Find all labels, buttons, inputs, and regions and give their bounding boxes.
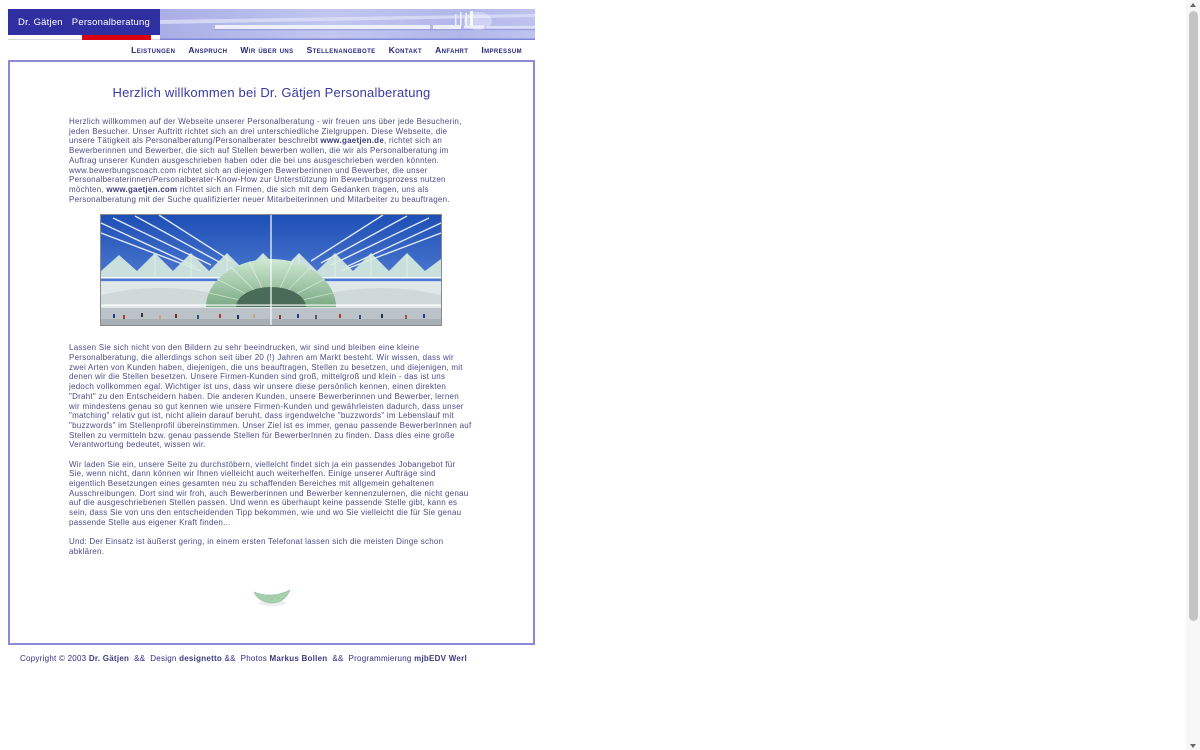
logo-stripe-white-end <box>151 35 160 40</box>
scroll-down-arrow-icon[interactable] <box>1186 741 1200 750</box>
paragraph-invite: Wir laden Sie ein, unsere Seite zu durchstöbern, vielleicht findet sich ja ein passendes Jobangebot für Sie, wenn nicht, dann können wir Ihnen vielleicht auch weiterhelfen. Einige unserer Aufträge sind eigentlich Besetzungen eines gesamten neu zu schaffenden Bereiches mit allgemein gehaltenen Ausschreibungen. Dort sind wir froh, auch Bewerberinnen und Bewerber kennenzulernen, die nicht genau auf die ausgeschriebenen Stellen passen. Und wenn es überhaupt keine passende Stelle gibt, kann es sein, dass Sie von uns den entscheidenden Tipp bekommen, wie und wo Sie vielleicht die für Sie genau passende Stelle aus eigener Kraft finden... <box>69 459 469 527</box>
text-segment: Herzlich willkommen auf der Webseite unserer Personalberatung - wir freuen uns über jede Besucherin, jeden Besucher. Unser Auftritt richtet sich an drei unterschiedliche Zielgruppen. Diese Webseite, die unsere Tätigkeit als Personalberatung/Personalberater beschreibt <box>69 117 462 146</box>
scrollbar-thumb[interactable] <box>1189 11 1198 621</box>
logo-stripe <box>8 35 160 40</box>
oriente-station-graphic <box>101 215 441 325</box>
header <box>8 9 535 40</box>
text-segment: www.gaetjen.de <box>320 136 385 146</box>
nav-item-impressum[interactable]: Impressum <box>481 44 522 55</box>
nav-item-wir-ueber-uns[interactable]: Wir über uns <box>240 44 294 55</box>
text-segment: www.gaetjen.com <box>106 184 178 194</box>
text-column <box>69 117 472 204</box>
nav-item-stellenangebote[interactable]: Stellenangebote <box>306 44 376 55</box>
header-bridge-photo <box>160 9 535 40</box>
green-crescent-photo <box>252 585 292 607</box>
content-box <box>8 60 535 645</box>
logo-text-box <box>8 9 160 35</box>
brand-tagline: Personalberatung <box>71 16 150 28</box>
text-segment: Copyright © 2003 <box>20 654 89 663</box>
intro-paragraph <box>69 117 472 204</box>
text-segment: Markus Bollen <box>269 654 328 663</box>
nav-item-anfahrt[interactable]: Anfahrt <box>435 44 469 55</box>
paragraph-closing: Und: Der Einsatz ist äußerst gering, in einem ersten Telefonat lassen sich die meisten Dinge schon abklären. <box>69 536 444 556</box>
text-segment: && Photos <box>222 654 270 663</box>
logo-stripe-white <box>8 35 82 40</box>
text-column-lower <box>69 343 472 556</box>
main-nav <box>8 43 535 56</box>
nav-item-leistungen[interactable]: Leistungen <box>131 44 176 55</box>
logo <box>8 9 160 40</box>
page <box>0 0 535 663</box>
text-segment: Dr. Gätjen <box>88 654 130 663</box>
text-segment: mjbEDV Werl <box>414 654 467 663</box>
station-photo <box>100 214 442 326</box>
text-segment: designetto <box>179 654 223 663</box>
text-segment: && Design <box>129 654 180 663</box>
scroll-up-arrow-icon[interactable] <box>1186 0 1200 9</box>
brand-name: Dr. Gätjen <box>18 16 63 28</box>
bridge-photo-graphic <box>160 9 535 40</box>
text-segment: richtet sich an Firmen, die sich mit dem Gedanken tragen, uns als Personalberatung mit der Suche qualifizierter neuer Mitarbeiterinnen und Mitarbeiter zu beauftragen. <box>69 184 450 204</box>
vertical-scrollbar[interactable] <box>1186 0 1200 750</box>
paragraph-about: Lassen Sie sich nicht von den Bildern zu sehr beeindrucken, wir sind und bleiben eine kleine Personalberatung, die allerdings schon seit über 20 (!) Jahren am Markt besteht. Wir wissen, dass wir zwei Arten von Kunden haben, diejenigen, die uns beauftragen, Stellen zu besetzen, und diejenigen, mit denen wir die Stellen besetzen. Unsere Firmen-Kunden sind groß, mittelgroß und klein - das ist uns jedoch vollkommen egal. Wichtiger ist uns, dass wir unsere diese persönlich kennen, einen direkten "Draht" zu den Entscheidern haben. Die anderen Kunden, unsere Bewerberinnen und Bewerber, lernen wir mindestens genau so gut kennen wie unsere Firmen-Kunden und gewährleisten dadurch, dass unser "matching" relativ gut ist, nicht allein darauf beruht, dass irgendwelche "buzzwords" im Lebenslauf mit "buzzwords" im Stellenprofil übereinstimmen. Unser Ziel ist es immer, genau passende BewerberInnen auf Stellen zu vermitteln bzw. genau passende Stellen für BewerberInnen zu finden. Dass dies eine große Verantwortung bedeutet, wissen wir. <box>69 343 472 450</box>
text-segment: , richtet sich an Bewerberinnen und Bewerber, die sich auf Stellen bewerben wollen, die wir als Personalberatung im Auftrag unserer Kunden ausgeschrieben haben oder die bei uns ausgeschrieben werden könnten. www.bewerbungscoach.com richtet sich an diejenigen Bewerberinnen und Bewerber, die unser Personalberaterinnen/Personalberater-Know-How zur Unterstützung im Bewerbungsprozess nutzen möchten, <box>69 136 449 194</box>
logo-stripe-red <box>82 35 151 40</box>
footer-credits <box>20 654 535 663</box>
text-segment: && Programmierung <box>327 654 415 663</box>
nav-item-kontakt[interactable]: Kontakt <box>388 44 423 55</box>
page-title: Herzlich willkommen bei Dr. Gätjen Personalberatung <box>112 85 431 100</box>
nav-item-anspruch[interactable]: Anspruch <box>188 44 228 55</box>
